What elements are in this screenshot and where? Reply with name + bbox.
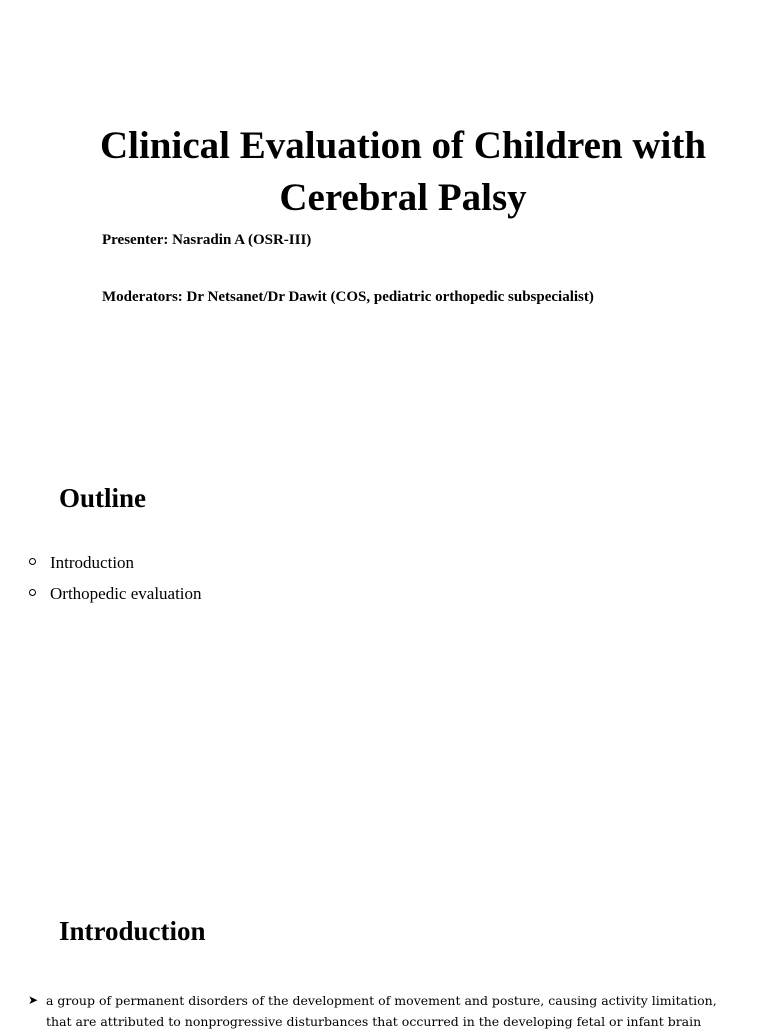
title-line-2: Cerebral Palsy — [279, 176, 527, 219]
outline-item-label: Introduction — [50, 553, 135, 572]
presentation-title — [40, 120, 766, 224]
hollow-circle-bullet-icon — [29, 589, 36, 596]
hollow-circle-bullet-icon — [29, 558, 36, 565]
introduction-heading: Introduction — [59, 916, 206, 946]
list-item — [0, 990, 768, 1032]
arrowhead-bullet-icon: ➤ — [28, 993, 39, 1007]
outline-item-label: Orthopedic evaluation — [50, 584, 202, 603]
title-line-1: Clinical Evaluation of Children with — [99, 124, 707, 167]
outline-heading: Outline — [59, 483, 147, 513]
introduction-list — [0, 990, 768, 1032]
presenter-line: Presenter: Nasradin A (OSR-III) — [102, 232, 312, 248]
introduction-item-text: a group of permanent disorders of the development of movement and posture, causing activity limitation, that are attributed to nonprogressive disturbances that occurred in the developing fetal or infant brain — [46, 993, 717, 1029]
moderators-line: Moderators: Dr Netsanet/Dr Dawit (COS, pediatric orthopedic subspecialist) — [102, 289, 594, 305]
